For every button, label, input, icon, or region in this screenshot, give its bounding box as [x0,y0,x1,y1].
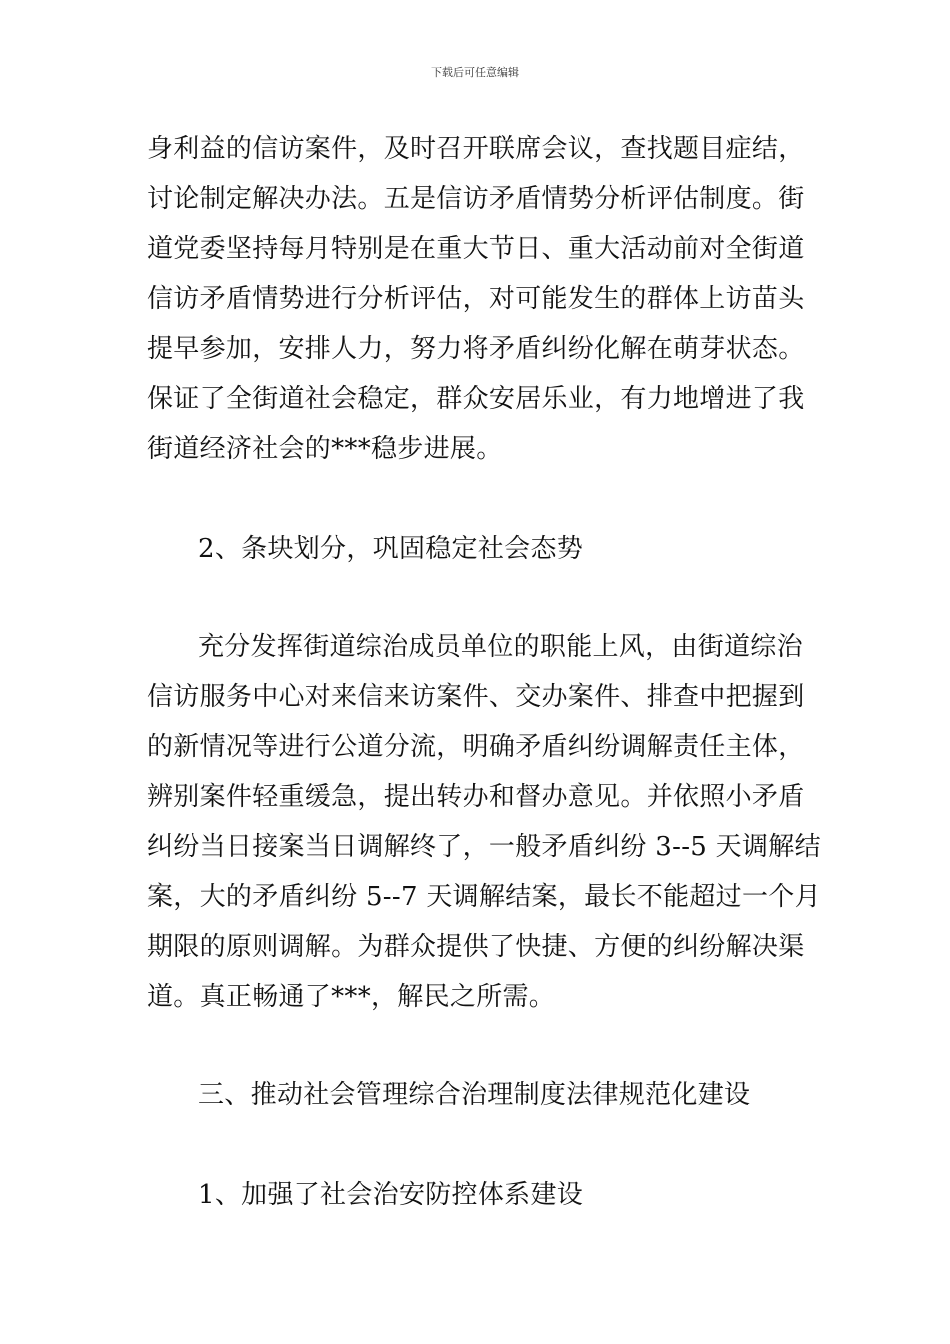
paragraph-line: 道。真正畅通了***，解民之所需。 [147,982,556,1012]
paragraph-line: 充分发挥街道综治成员单位的职能上风，由街道综治 [198,632,803,662]
paragraph-line: 辨别案件轻重缓急，提出转办和督办意见。并依照小矛盾 [147,782,805,812]
paragraph-line: 案，大的矛盾纠纷 5--7 天调解结案，最长不能超过一个月 [147,882,821,912]
section-heading: 2、条块划分，巩固稳定社会态势 [198,534,584,564]
section-heading: 1、加强了社会治安防控体系建设 [198,1180,584,1210]
paragraph-line: 信访矛盾情势进行分析评估，对可能发生的群体上访苗头 [147,284,805,314]
paragraph-line: 街道经济社会的***稳步进展。 [147,434,503,464]
paragraph-line: 期限的原则调解。为群众提供了快捷、方便的纠纷解决渠 [147,932,805,962]
paragraph-line: 讨论制定解决办法。五是信访矛盾情势分析评估制度。街 [147,184,805,214]
paragraph-line: 身利益的信访案件，及时召开联席会议，查找题目症结， [147,134,805,164]
paragraph-line: 道党委坚持每月特别是在重大节日、重大活动前对全街道 [147,234,805,264]
paragraph-line: 保证了全街道社会稳定，群众安居乐业，有力地增进了我 [147,384,805,414]
paragraph-line: 纠纷当日接案当日调解终了，一般矛盾纠纷 3--5 天调解结 [147,832,821,862]
paragraph-line: 的新情况等进行公道分流，明确矛盾纠纷调解责任主体， [147,732,805,762]
page-header: 下载后可任意编辑 [431,66,519,79]
paragraph-line: 提早参加，安排人力，努力将矛盾纠纷化解在萌芽状态。 [147,334,805,364]
section-heading: 三、推动社会管理综合治理制度法律规范化建设 [198,1080,751,1110]
paragraph-line: 信访服务中心对来信来访案件、交办案件、排查中把握到 [147,682,805,712]
